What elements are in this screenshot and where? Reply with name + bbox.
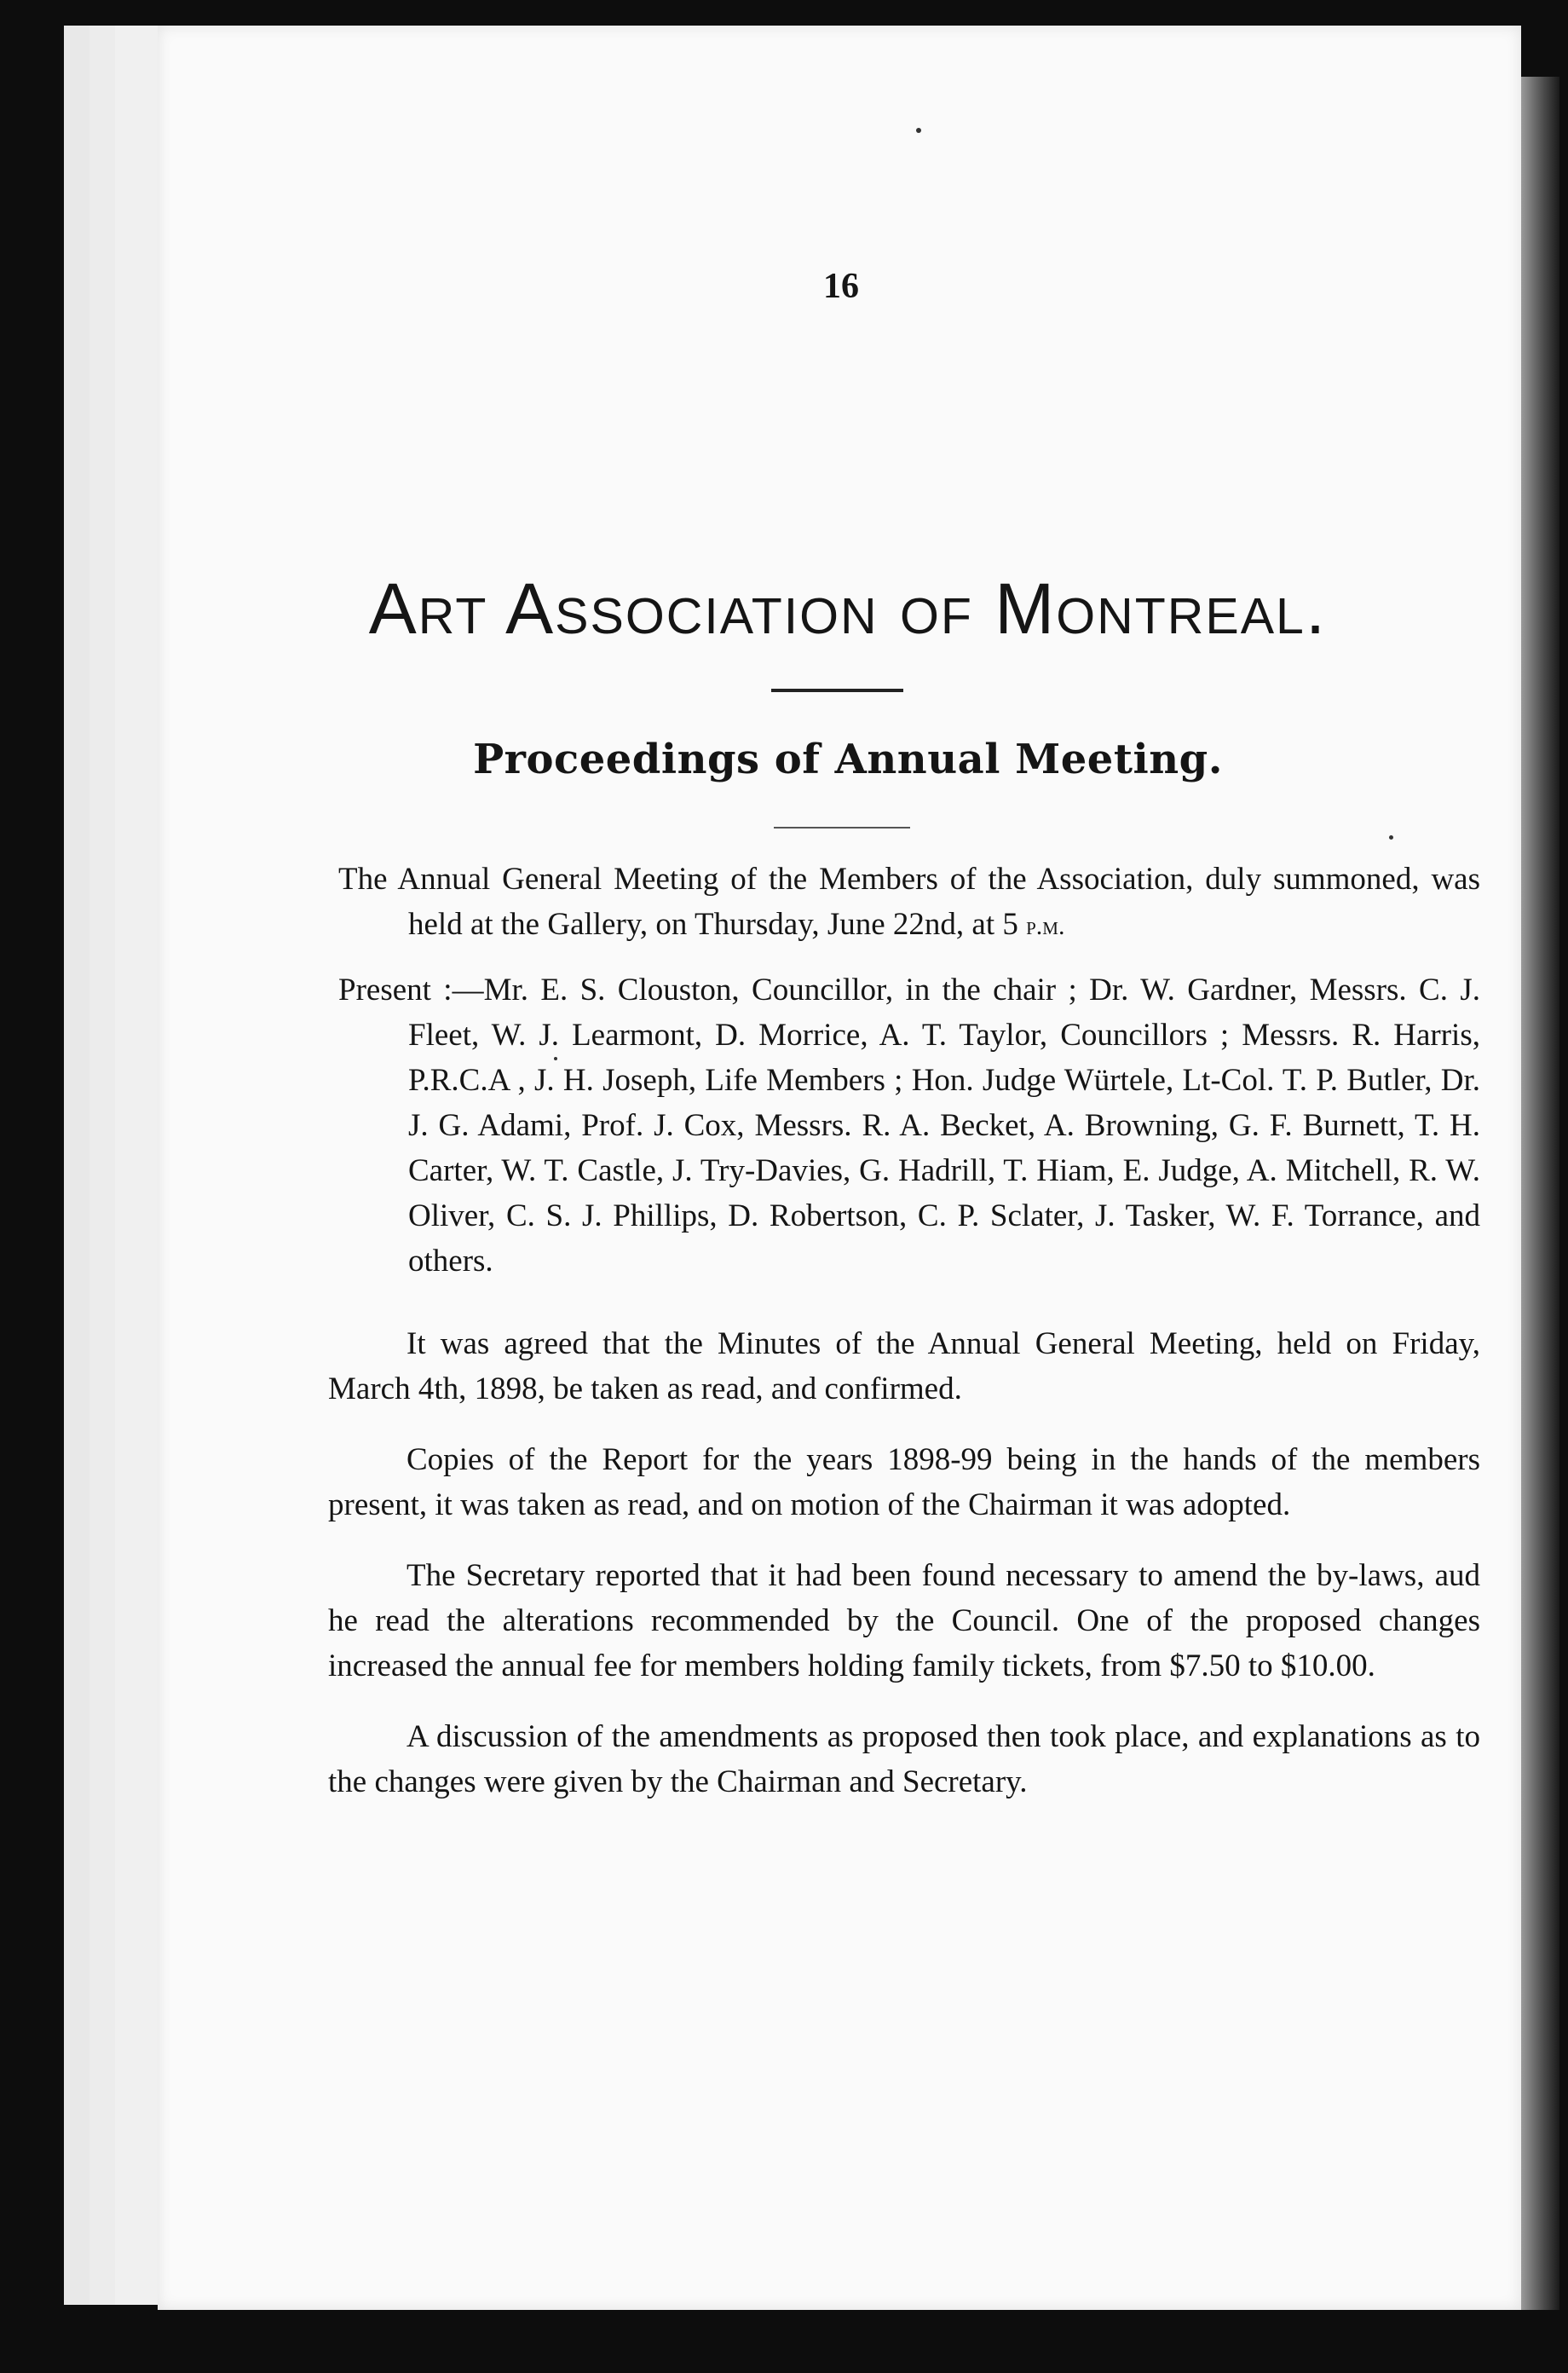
paragraph-discussion: A discussion of the amendments as proposed then took place, and explanations as to the changes were given by the Chairman and Secretary. bbox=[328, 1719, 1480, 1799]
title-rule bbox=[771, 689, 903, 692]
page-title: Art Association of Montreal. bbox=[368, 569, 1328, 649]
page-edge-shadow bbox=[1521, 77, 1559, 2310]
paragraph-bylaws: The Secretary reported that it had been found necessary to amend the by-laws, aud he read the alterations recommended by the Council. One of the proposed changes increased the annual fee for members holding family tickets, from $7.50 to $10.00. bbox=[328, 1558, 1480, 1683]
page-number: 16 bbox=[823, 267, 859, 306]
paragraph-present: Present :—Mr. E. S. Clouston, Councillor, in the chair ; Dr. W. Gardner, Messrs. C. J. Fleet, W. J. Learmont, D. Morrice, A. T. Taylor, Councillors ; Messrs. R. Harris, P.R.C.A , J. H. Joseph, Life Members ; Hon. Judge Würtele, Lt-Col. T. P. Butler, Dr. J. G. Adami, Prof. J. Cox, Messrs. R. A. Becket, A. Browning, G. F. Burnett, T. H. Carter, W. T. Castle, J. Try-Davies, G. Hadrill, T. Hiam, E. Judge, A. Mitchell, R. W. Oliver, C. S. J. Phillips, D. Robertson, C. P. Sclater, J. Tasker, W. F. Torrance, and others. bbox=[338, 973, 1480, 1279]
document-page bbox=[158, 26, 1521, 2310]
page-stack-edge bbox=[64, 26, 91, 2305]
page-stack-edge bbox=[89, 26, 117, 2305]
intro-time: p.m. bbox=[1026, 912, 1065, 940]
paragraph-intro bbox=[338, 857, 1480, 949]
paragraph-minutes: It was agreed that the Minutes of the Annual General Meeting, held on Friday, March 4th, 1898, be taken as read, and confirmed. bbox=[328, 1326, 1480, 1406]
intro-text: The Annual General Meeting of the Members of the Association, duly summoned, was held at the Gallery, on Thursday, June 22nd, at 5 bbox=[338, 862, 1480, 942]
page-stack-edge bbox=[115, 26, 159, 2305]
subtitle-rule bbox=[774, 827, 910, 829]
page-subtitle: Proceedings of Annual Meeting. bbox=[473, 736, 1223, 783]
paragraph-report: Copies of the Report for the years 1898-99 being in the hands of the members present, it was taken as read, and on motion of the Chairman it was adopted. bbox=[328, 1442, 1480, 1522]
document-body bbox=[328, 857, 1480, 1811]
